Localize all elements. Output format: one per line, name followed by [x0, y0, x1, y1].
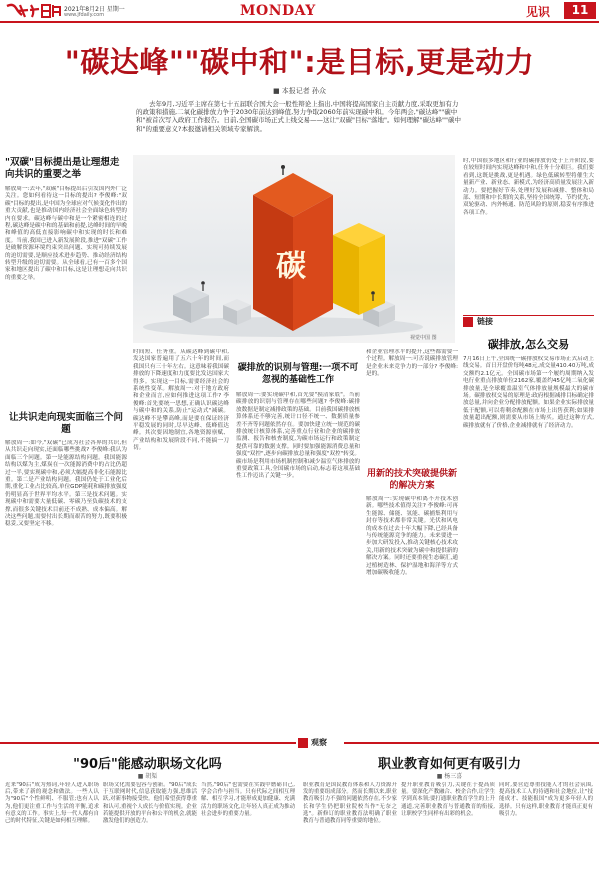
- article-text-middle-1: 时间短、任务重。从碳达峰到碳中和,发达国家普遍用了五六十年的时间,而我国只有三十年左右。这意味着我国碳排放的下降速度和力度要比发达国家大得多。实现这一目标,需要经济社会的系统性变革。解放周一:对于地方政府和企业而言,应如何推进这项工作? 李俊峰:首先要统一思想,正确认识碳达峰与碳中和的关系,防止"运动式"减碳。碳达峰不是攀高峰,而是要在保证经济平稳发展的同时,尽早达峰、低峰值达峰。其次要因地制宜,各地资源禀赋、产业结构和发展阶段不同,不能搞一刀切。: [133, 349, 229, 452]
- feature-photo: [133, 155, 455, 343]
- article-text-right-1: 时,中国很多地区和行业的碳排放仍处于上升阶段,要在较短时间内实现达峰和中和,任务十分艰巨。我们要看到,这既是挑战,更是机遇。绿色低碳转型将催生大量新产业、新业态、新模式,为经济高质量发展注入新动力。要把握好节奏,处理好发展和减排、整体和局部、短期和中长期的关系,坚持全国统筹、节约优先、双轮驱动、内外畅通、防范风险的原则,稳妥有序推进各项工作。: [463, 158, 594, 216]
- link-section-bar: [463, 315, 594, 327]
- observation-band: [0, 737, 599, 749]
- subhead-consensus: "双碳"目标提出是让理想走向共识的重要之举: [5, 157, 120, 180]
- subhead-three-problems: 让共识走向现实面临三个问题: [8, 412, 123, 435]
- red-square-icon: [298, 738, 308, 748]
- sidebar-headline: 碳排放,怎么交易: [487, 338, 570, 351]
- photo-credit: 视觉中国 图: [410, 335, 437, 341]
- bottom-text-column: 职业教育是国民教育体系和人力资源开发的重要组成部分。然而长期以来,职业教育吸引力不强的问题依然存在,不少家长和学生仍把职业院校当作"无奈之选"。新修订的职业教育法明确了职业教育与普通教育同等重要的地位。: [303, 782, 397, 825]
- lead-paragraph: 去年9月,习近平主席在第七十五届联合国大会一般性辩论上指出,中国将提高国家自主贡献力度,采取更加有力的政策和措施,二氧化碳排放力争于2030年前达到峰值,努力争取2060年前实现碳中和。今年两会,"碳达峰""碳中和"被首次写入政府工作报告。日前,全国碳市场正式上线交易——这让"双碳"目标"落地"。如何理解"碳达峰""碳中和"的重要意义?本报邀请相关领域专家解读。: [136, 100, 461, 133]
- article-text-middle-3b: 解放周一:实现碳中和离不开技术创新。哪些技术值得关注? 李俊峰:可再生能源、储能、氢能、碳捕集利用与封存等技术都非常关键。光伏和风电的成本在过去十年大幅下降,已经具备与传统能源竞争的能力。未来要进一步加大研发投入,推动关键核心技术攻关,用新的技术突破为碳中和提供新的解决方案。同时还要重视生态碳汇,通过植树造林、保护湿地和海洋等方式增加碳吸收能力。: [366, 496, 458, 577]
- subhead-carbon-identification: 碳排放的识别与管理:一项不可忽视的基础性工作: [237, 363, 359, 385]
- article-text-middle-3a: 和企业管理水平的提升,这些都需要一个过程。解放周一:可否说碳排放管理是企业未来竞争力的一部分? 李俊峰:是的。: [366, 349, 458, 378]
- newspaper-logo: [4, 2, 62, 20]
- bottom-right-byline: ■ 杨三喜: [436, 773, 463, 780]
- red-square-icon: [463, 317, 473, 327]
- bottom-text-column: 职场文化需要包容与创新。"90后"成长于互联网时代,信息获取能力强,思维活跃,对新事物接受快。他们希望获得尊重和认可,重视个人成长与价值实现。企业若能提供开放的平台和公平的机会,就能激发他们的创造力。: [103, 782, 197, 825]
- bottom-text-column: 近来"90后"成为热词,年轻人进入职场后,带来了新的观念和做法。一些人认为"90后"个性鲜明、不服管;也有人认为,他们更注重工作与生活的平衡,追求有意义的工作。事实上,每一代人都有自己的时代特征,关键是如何相互理解。: [5, 782, 99, 825]
- article-text-left-2: 解放周一:如今,"双碳"已成为社会各界的共识,但从共识走向现实,还面临哪些挑战? 李俊峰:我认为面临三个问题。第一是能源结构问题。我国能源结构以煤为主,煤炭在一次能源消费中的占比仍超过一半,要实现碳中和,必须大幅提高非化石能源比重。第二是产业结构问题。我国仍处于工业化后期,重化工业占比较高,单位GDP能耗和碳排放强度仍明显高于世界平均水平。第三是技术问题。实现碳中和需要大量低碳、零碳乃至负碳技术的支撑,而很多关键技术目前还不成熟、成本偏高。解决这些问题,需要付出长期而艰苦的努力,既要积极稳妥,又要坚定不移。: [5, 440, 127, 528]
- page-number: 11: [564, 2, 596, 19]
- observation-badge: [296, 737, 344, 749]
- bottom-left-byline: ■ 胡渠: [137, 773, 158, 780]
- bottom-left-headline: "90后"能感动职场文化吗: [73, 757, 222, 772]
- bottom-text-column: 当然,"90后"也需要在实践中磨砺自己,学会合作与担当。只有代际之间相互理解、相互学习,才能形成更加健康、充满活力的职场文化,让年轻人真正成为推动社会进步的重要力量。: [201, 782, 295, 817]
- article-text-right-2: 7月16日上午,全国统一碳排放权交易市场正式启动上线交易。首日开盘价每吨48元,成交量410.40万吨,成交额约2.1亿元。全国碳市场第一个履约周期纳入发电行业重点排放单位2162家,覆盖约45亿吨二氧化碳排放量,是全球覆盖温室气体排放量规模最大的碳市场。碳排放权交易的原理是:政府根据减排目标确定排放总量,并向企业分配排放配额。如果企业实际排放量低于配额,可以将剩余配额在市场上出售获利;如果排放量超出配额,则需要从市场上购买。通过这种方式,碳排放就有了价格,企业减排就有了经济动力。: [463, 356, 594, 429]
- bottom-text-column: 提升职业教育吸引力,关键在于提高质量。要深化产教融合、校企合作,让学生学到真本领;要打通职业教育学生的上升通道,完善职业教育与普通教育的衔接,让职校学生同样有出彩的机会。: [401, 782, 495, 817]
- main-headline: "碳达峰""碳中和":是目标,更是动力: [64, 45, 535, 79]
- observation-label: 观察: [311, 738, 327, 747]
- section-title: 见识: [526, 5, 551, 19]
- bottom-right-headline: 职业教育如何更有吸引力: [377, 757, 521, 772]
- link-label: 链接: [477, 317, 493, 326]
- site-url: www.jfdaily.com: [64, 12, 105, 18]
- weekday-label: MONDAY: [240, 3, 316, 19]
- main-byline: ■ 本报记者 孙众: [272, 87, 327, 95]
- article-text-left-1: 解放周一:去年,"双碳"目标提出后引发国内外广泛关注。您如何看待这一目标的提出? 李俊峰:"双碳"目标的提出,是中国为全球应对气候变化作出的重大贡献,也是推动国内经济社会全面绿色转型的内在要求。碳达峰与碳中和是一个紧密相连的过程,碳达峰是碳中和的基础和前提,达峰时间的早晚和峰值的高低直接影响碳中和实现的时长和难度。当前,我国已进入新发展阶段,推进"双碳"工作是破解资源环境约束突出问题、实现可持续发展的迫切需要,是顺应技术进步趋势、推动经济结构转型升级的迫切需要。从全球看,已有一百多个国家和地区提出了碳中和目标,这是让理想走向共识的重要之举。: [5, 186, 127, 281]
- article-text-middle-2: 解放周一:要实现碳中和,首先要"摸清家底"。当前碳排放的识别与管理存在哪些问题? 李俊峰:碳排放数据是制定减排政策的基础。目前我国碳排放核算体系还不够完善,统计口径不统一、数据质量参差不齐等问题依然存在。要加快建立统一规范的碳排放统计核算体系,完善重点行业和企业的碳排放监测、报告和核查制度,为碳市场运行和政策制定提供可靠的数据支撑。同时要加强能源消费总量和强度"双控",逐步向碳排放总量和强度"双控"转变。碳市场是利用市场机制控制和减少温室气体排放的重要政策工具,全国碳市场的启动,标志着这项基础性工作迈出了关键一步。: [236, 392, 360, 480]
- masthead-rule: [0, 21, 599, 23]
- bottom-text-column: 同时,要营造尊重技能人才的社会氛围,提高技术工人的待遇和社会地位,让"技能成才、技能报国"成为更多年轻人的选择。只有这样,职业教育才能真正更有吸引力。: [499, 782, 593, 817]
- subhead-tech-breakthrough: 用新的技术突破提供新的解决方案: [366, 469, 457, 491]
- photo-character-label: 碳: [276, 249, 306, 284]
- issue-date: 2021年8月2日 星期一: [64, 6, 125, 13]
- logo-calligraphy-icon: [4, 2, 62, 20]
